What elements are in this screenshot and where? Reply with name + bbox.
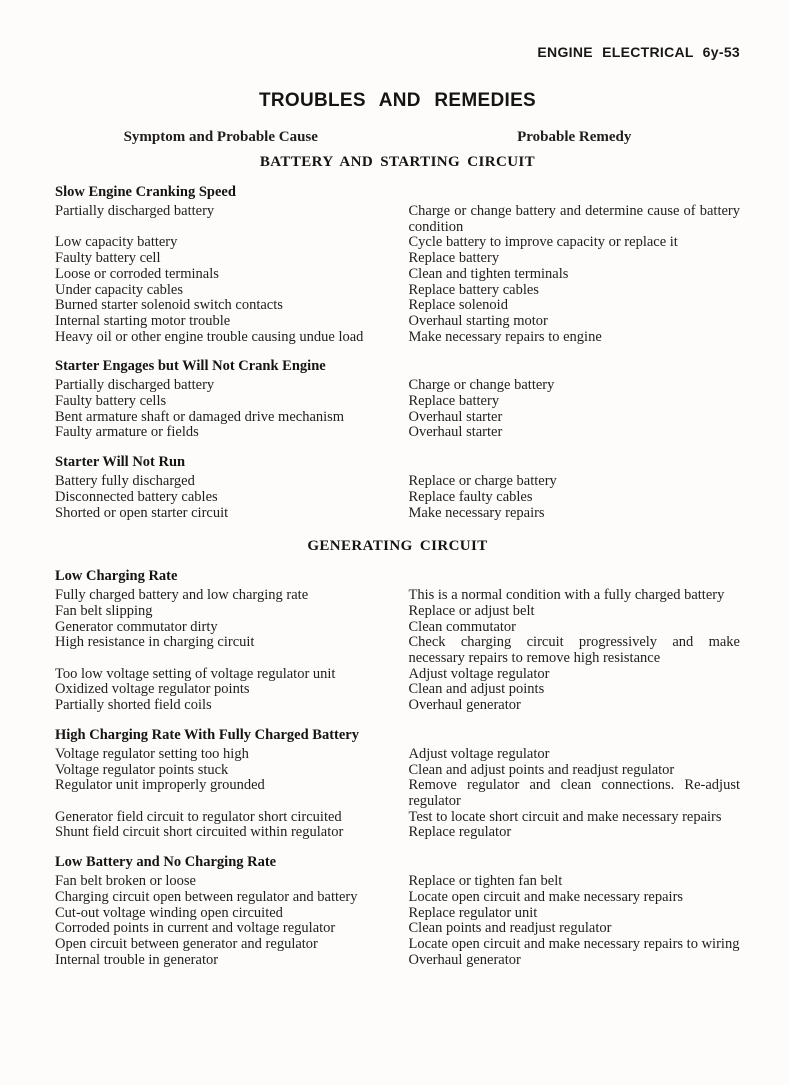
table-row	[55, 425, 740, 441]
cause-cell: Bent armature shaft or damaged drive mechanism	[55, 408, 345, 425]
remedy-cell: Replace or charge battery	[408, 473, 557, 490]
table-row	[55, 953, 740, 969]
symptom-group	[55, 184, 740, 345]
table-row	[55, 810, 740, 826]
symptom-group	[55, 568, 740, 714]
cause-cell: Low capacity battery	[55, 234, 178, 251]
cause-cell: Burned starter solenoid switch contacts	[55, 297, 283, 314]
remedy-cell: Overhaul generator	[408, 951, 521, 968]
table-row	[55, 763, 740, 779]
cause-cell: Fan belt broken or loose	[55, 873, 196, 890]
cause-cell: Too low voltage setting of voltage regulator unit	[55, 665, 336, 682]
remedy-cell: Locate open circuit and make necessary repairs	[408, 888, 684, 905]
cause-cell: Partially discharged battery	[55, 203, 215, 219]
remedy-cell: Clean and adjust points	[408, 681, 545, 698]
cause-cell: Generator field circuit to regulator short circuited	[55, 808, 342, 825]
column-headers	[55, 129, 740, 146]
group-subhead: High Charging Rate With Fully Charged Battery	[55, 726, 359, 743]
remedy-cell: Clean and adjust points and readjust regulator	[408, 761, 675, 778]
table-row	[55, 906, 740, 922]
page-header: ENGINE ELECTRICAL 6y-53	[537, 44, 740, 60]
group-subhead: Starter Will Not Run	[55, 454, 186, 471]
group-subhead: Low Charging Rate	[55, 568, 178, 585]
remedy-cell: Adjust voltage regulator	[408, 745, 550, 762]
table-row	[55, 410, 740, 426]
table-row	[55, 825, 740, 841]
table-row	[55, 604, 740, 620]
cause-cell: Shunt field circuit short circuited within regulator	[55, 824, 344, 841]
remedy-cell: Replace battery	[408, 393, 500, 410]
cause-cell: Regulator unit improperly grounded	[55, 777, 265, 794]
table-row	[55, 635, 740, 666]
cause-cell: Partially shorted field coils	[55, 697, 212, 714]
cause-cell: Voltage regulator points stuck	[55, 761, 229, 778]
remedy-cell: Replace solenoid	[408, 297, 508, 314]
group-subhead: Low Battery and No Charging Rate	[55, 854, 277, 871]
remedy-cell: Make necessary repairs to engine	[408, 328, 602, 345]
cause-cell: Corroded points in current and voltage regulator	[55, 920, 336, 937]
cause-cell: Fan belt slipping	[55, 602, 153, 619]
remedy-cell: Locate open circuit and make necessary repairs to wiring	[408, 935, 740, 952]
table-row	[55, 474, 740, 490]
section-title: GENERATING CIRCUIT	[307, 538, 488, 555]
remedy-cell: Replace or tighten fan belt	[408, 873, 563, 890]
section	[55, 538, 740, 968]
remedy-cell: Charge or change battery	[408, 377, 555, 394]
table-row	[55, 330, 740, 346]
table-row	[55, 874, 740, 890]
cause-cell: Battery fully discharged	[55, 473, 195, 490]
remedy-cell: Overhaul starter	[408, 408, 503, 425]
table-row	[55, 747, 740, 763]
remedy-cell: Replace or adjust belt	[408, 602, 535, 619]
remedy-cell: Overhaul generator	[408, 697, 521, 714]
cause-cell: Heavy oil or other engine trouble causing undue load	[55, 328, 364, 345]
cause-cell: Oxidized voltage regulator points	[55, 681, 250, 698]
cause-cell: High resistance in charging circuit	[55, 634, 255, 651]
remedy-cell: Clean and tighten terminals	[408, 265, 569, 282]
remedy-cell: Test to locate short circuit and make necessary repairs	[408, 808, 722, 825]
table-row	[55, 394, 740, 410]
remedy-cell: Overhaul starting motor	[408, 312, 548, 329]
cause-cell: Charging circuit open between regulator and battery	[55, 888, 358, 905]
section-title: BATTERY AND STARTING CIRCUIT	[259, 154, 536, 170]
remedy-cell: Replace regulator	[408, 824, 512, 841]
table-row	[55, 267, 740, 283]
cause-cell: Internal trouble in generator	[55, 951, 219, 968]
remedy-cell: Check charging circuit progressively and make necessary repairs to remove high resistance	[408, 634, 740, 667]
table-row	[55, 298, 740, 314]
table-row	[55, 314, 740, 330]
table-row	[55, 620, 740, 636]
group-subhead: Starter Engages but Will Not Crank Engine	[55, 358, 326, 375]
cause-cell: Generator commutator dirty	[55, 618, 218, 635]
column-header-cause: Symptom and Probable Cause	[123, 129, 318, 145]
cause-cell: Faulty battery cell	[55, 250, 161, 267]
cause-cell: Partially discharged battery	[55, 377, 215, 394]
table-row	[55, 921, 740, 937]
table-row	[55, 506, 740, 522]
column-header-remedy: Probable Remedy	[517, 129, 632, 145]
troubles-table	[55, 154, 740, 968]
remedy-cell: Remove regulator and clean connections. Re-adjust regulator	[408, 777, 740, 809]
table-row	[55, 682, 740, 698]
symptom-group	[55, 454, 740, 521]
cause-cell: Fully charged battery and low charging rate	[55, 587, 309, 604]
symptom-group	[55, 358, 740, 441]
cause-cell: Open circuit between generator and regulator	[55, 935, 318, 952]
table-row	[55, 235, 740, 251]
cause-cell: Voltage regulator setting too high	[55, 745, 249, 762]
remedy-cell: Replace battery	[408, 250, 500, 267]
remedy-cell: Replace faulty cables	[408, 488, 533, 505]
cause-cell: Disconnected battery cables	[55, 488, 218, 505]
cause-cell: Internal starting motor trouble	[55, 312, 231, 329]
table-row	[55, 204, 740, 235]
cause-cell: Loose or corroded terminals	[55, 265, 219, 282]
section	[55, 154, 740, 521]
symptom-group	[55, 854, 740, 968]
table-row	[55, 667, 740, 683]
table-row	[55, 778, 740, 809]
page-title: TROUBLES AND REMEDIES	[258, 90, 537, 111]
table-row	[55, 283, 740, 299]
remedy-cell: Charge or change battery and determine cause of battery condition	[408, 203, 740, 235]
remedy-cell: Adjust voltage regulator	[408, 665, 550, 682]
table-row	[55, 490, 740, 506]
cause-cell: Under capacity cables	[55, 281, 184, 298]
remedy-cell: This is a normal condition with a fully charged battery	[408, 587, 725, 604]
remedy-cell: Replace battery cables	[408, 281, 539, 298]
table-row	[55, 378, 740, 394]
symptom-group	[55, 727, 740, 841]
table-row	[55, 890, 740, 906]
table-row	[55, 937, 740, 953]
remedy-cell: Clean points and readjust regulator	[408, 920, 612, 937]
remedy-cell: Overhaul starter	[408, 424, 503, 441]
remedy-cell: Cycle battery to improve capacity or replace it	[408, 234, 678, 251]
table-row	[55, 698, 740, 714]
cause-cell: Shorted or open starter circuit	[55, 504, 229, 521]
cause-cell: Cut-out voltage winding open circuited	[55, 904, 283, 921]
cause-cell: Faulty armature or fields	[55, 424, 199, 441]
remedy-cell: Make necessary repairs	[408, 504, 545, 521]
group-subhead: Slow Engine Cranking Speed	[55, 184, 236, 200]
table-row	[55, 588, 740, 604]
remedy-cell: Replace regulator unit	[408, 904, 538, 921]
remedy-cell: Clean commutator	[408, 618, 517, 635]
cause-cell: Faulty battery cells	[55, 393, 167, 410]
table-row	[55, 251, 740, 267]
